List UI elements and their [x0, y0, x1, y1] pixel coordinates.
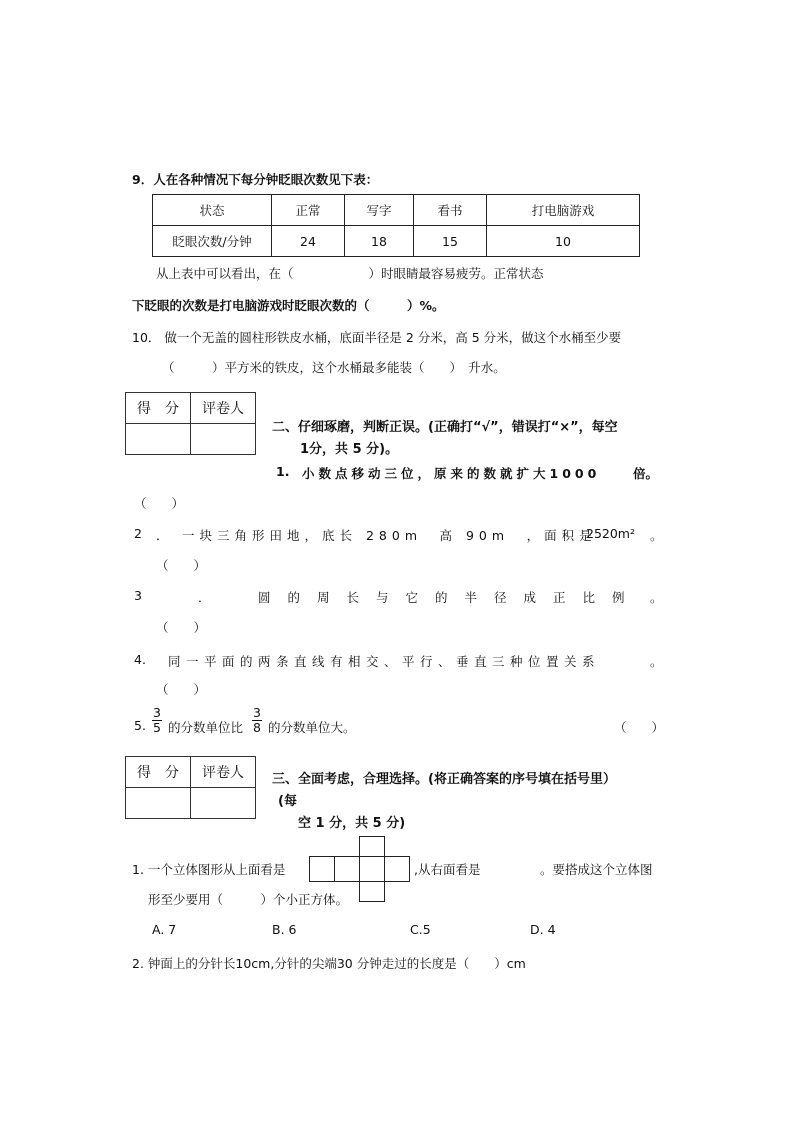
- q10-line1: 10． 做一个无盖的圆柱形铁皮水桶，底面半径是 2 分米，高 5 分米，做这个水桶至少要: [132, 330, 622, 345]
- table-cell: 打电脑游戏: [487, 195, 640, 226]
- judge-item-2-end: 。: [650, 528, 663, 543]
- section2-title-cont: 1分，共 5 分)。: [300, 442, 399, 457]
- fraction-denominator: 8: [253, 720, 261, 735]
- table-cell: 18: [345, 226, 414, 257]
- grader-field[interactable]: [191, 788, 256, 819]
- judge-item-3-dot: ．: [198, 590, 211, 605]
- choice-q2: 2. 钟面上的分针长10cm,分针的尖端30 分钟走过的长度是（ ）cm: [132, 956, 526, 971]
- score-field[interactable]: [126, 424, 191, 455]
- judge-item-5-tail: 的分数单位大。: [268, 720, 356, 735]
- section2-title: 二、仔细琢磨，判断正误。(正确打“√”，错误打“×”，每空: [272, 420, 618, 435]
- table-cell: 10: [487, 226, 640, 257]
- section3-title-cont2: 空 1 分，共 5 分): [298, 816, 406, 831]
- figure-square: [334, 856, 360, 882]
- choice-q1-mid: ,从右面看是: [414, 862, 481, 877]
- choice-q1-post: 。要搭成这个立体图: [540, 862, 653, 877]
- table-cell: 24: [272, 226, 345, 257]
- fraction-3-5: [152, 706, 162, 735]
- blink-table: [152, 194, 640, 257]
- table-cell: 15: [414, 226, 487, 257]
- choice-q1-line2: 形至少要用（ ）个小正方体。: [148, 892, 349, 907]
- judge-item-5-num: 5.: [134, 718, 146, 733]
- grader-label: 评卷人: [191, 393, 256, 424]
- judge-item-2-paren[interactable]: （ ）: [156, 558, 207, 573]
- judge-item-2-text: 一块三角形田地，底长 280m 高 90m ，面积是: [182, 528, 597, 543]
- grader-label: 评卷人: [191, 757, 256, 788]
- table-cell: 看书: [414, 195, 487, 226]
- q9-line2: 下眨眼的次数是打电脑游戏时眨眼次数的（ ）%。: [132, 298, 445, 313]
- judge-item-1-paren[interactable]: （ ）: [134, 496, 185, 511]
- table-cell: 正常: [272, 195, 345, 226]
- figure-square: [309, 856, 335, 882]
- figure-square: [359, 836, 385, 857]
- score-label: 得 分: [126, 757, 191, 788]
- table-cell: 写字: [345, 195, 414, 226]
- option-d[interactable]: D. 4: [530, 922, 556, 937]
- table-cell: 状态: [153, 195, 272, 226]
- judge-item-5-mid: 的分数单位比: [168, 720, 244, 735]
- option-c[interactable]: C.5: [410, 922, 431, 937]
- section3-title-cont: (每: [278, 794, 297, 809]
- judge-item-5-paren[interactable]: （ ）: [614, 720, 665, 735]
- judge-item-2-num: 2: [134, 526, 142, 541]
- score-label: 得 分: [126, 393, 191, 424]
- judge-item-2-value: 2520m²: [586, 526, 635, 541]
- table-row: [153, 195, 640, 226]
- judge-item-1-text: 小数点移动三位，原来的数就扩大1000: [302, 466, 601, 481]
- option-b[interactable]: B. 6: [272, 922, 297, 937]
- judge-item-4-end: 。: [650, 654, 663, 669]
- judge-item-4-num: 4.: [134, 652, 146, 667]
- judge-item-4-text: 同一平面的两条直线有相交、平行、垂直三种位置关系: [168, 654, 601, 669]
- judge-item-4-paren[interactable]: （ ）: [156, 682, 207, 697]
- score-field[interactable]: [126, 788, 191, 819]
- table-cell: 眨眼次数/分钟: [153, 226, 272, 257]
- judge-item-3-paren[interactable]: （ ）: [156, 620, 207, 635]
- grader-field[interactable]: [191, 424, 256, 455]
- figure-square: [384, 856, 410, 882]
- judge-item-3-end: 。: [650, 590, 663, 605]
- fraction-3-8: [252, 706, 262, 735]
- table-row: [153, 226, 640, 257]
- q10-line2: （ ）平方米的铁皮，这个水桶最多能装（ ） 升水。: [162, 360, 506, 375]
- fraction-denominator: 5: [153, 720, 161, 735]
- figure-square: [359, 881, 385, 902]
- judge-item-2-dot: ．: [156, 528, 169, 543]
- judge-item-1-num: 1.: [276, 464, 290, 479]
- judge-item-3-text: 圆的周长与它的半径成正比例: [258, 590, 642, 605]
- fraction-numerator: 3: [153, 705, 161, 720]
- judge-item-3-num: 3: [134, 588, 142, 603]
- judge-item-1-tail: 倍。: [633, 466, 659, 481]
- score-box-2: [125, 756, 256, 819]
- q9-title: 9．人在各种情况下每分钟眨眼次数见下表：: [132, 172, 379, 187]
- section3-title: 三、全面考虑，合理选择。(将正确答案的序号填在括号里）: [272, 772, 616, 787]
- q9-line1: 从上表中可以看出，在（ ）时眼睛最容易疲劳。正常状态: [156, 266, 544, 281]
- figure-square: [359, 856, 385, 882]
- fraction-numerator: 3: [253, 705, 261, 720]
- score-box-1: [125, 392, 256, 455]
- option-a[interactable]: A. 7: [152, 922, 177, 937]
- choice-q1-pre: 1. 一个立体图形从上面看是: [132, 862, 286, 877]
